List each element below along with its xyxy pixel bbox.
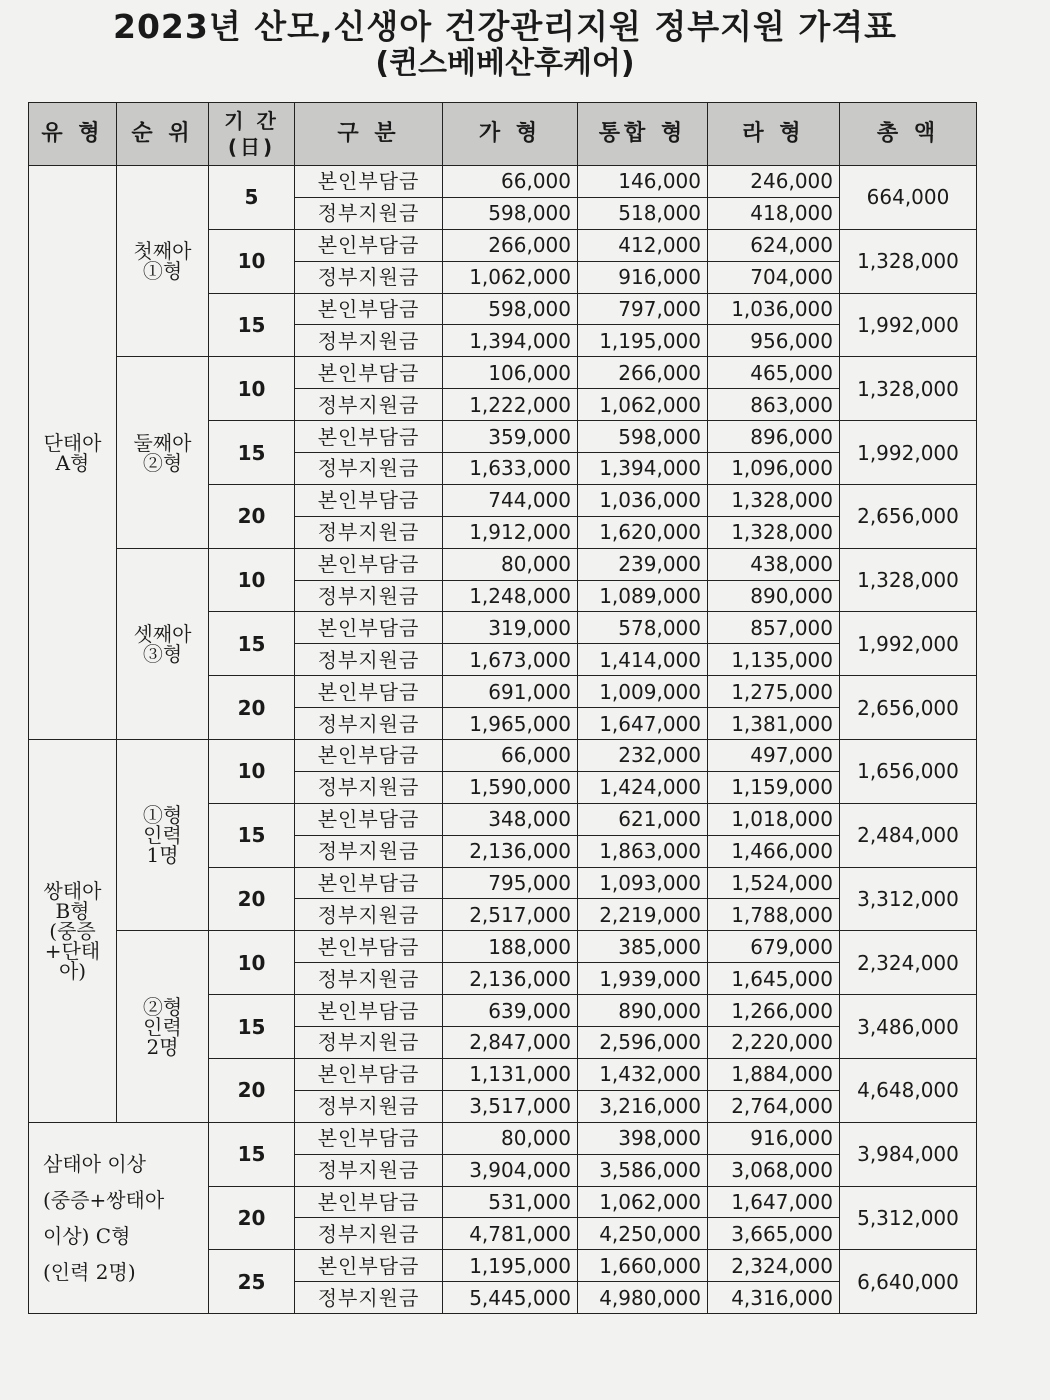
gov-support-label: 정부지원금 — [295, 453, 443, 485]
subgroup-order-line: ③형 — [142, 641, 183, 666]
table-row — [29, 548, 977, 580]
gov-support-b: 1,195,000 — [578, 325, 708, 357]
gov-support-label: 정부지원금 — [295, 389, 443, 421]
period-total: 2,656,000 — [840, 484, 977, 548]
gov-support-b: 2,219,000 — [578, 899, 708, 931]
header-row — [29, 103, 977, 166]
gov-support-label: 정부지원금 — [295, 771, 443, 803]
self-pay-b: 385,000 — [578, 931, 708, 963]
period-days: 10 — [209, 229, 295, 293]
self-pay-c: 246,000 — [708, 166, 840, 198]
self-pay-c: 896,000 — [708, 421, 840, 453]
self-pay-label: 본인부담금 — [295, 867, 443, 899]
table-row — [29, 1122, 977, 1154]
period-total: 2,324,000 — [840, 931, 977, 995]
subgroup-order-line: 1명 — [146, 843, 179, 868]
self-pay-label: 본인부담금 — [295, 995, 443, 1027]
period-days: 15 — [209, 803, 295, 867]
self-pay-c: 465,000 — [708, 357, 840, 389]
self-pay-a: 744,000 — [443, 484, 578, 516]
self-pay-b: 398,000 — [578, 1122, 708, 1154]
self-pay-a: 359,000 — [443, 421, 578, 453]
gov-support-a: 1,965,000 — [443, 708, 578, 740]
gov-support-b: 1,062,000 — [578, 389, 708, 421]
gov-support-b: 1,089,000 — [578, 580, 708, 612]
period-total: 2,484,000 — [840, 803, 977, 867]
self-pay-c: 1,266,000 — [708, 995, 840, 1027]
self-pay-a: 266,000 — [443, 229, 578, 261]
period-days: 20 — [209, 484, 295, 548]
group-type-cell — [29, 166, 117, 740]
group-type-line: (중증 — [49, 918, 96, 943]
gov-support-c: 1,159,000 — [708, 771, 840, 803]
group-type-cell — [29, 1122, 209, 1313]
self-pay-b: 1,432,000 — [578, 1058, 708, 1090]
header-order: 순 위 — [117, 103, 209, 166]
self-pay-label: 본인부담금 — [295, 357, 443, 389]
period-days: 15 — [209, 612, 295, 676]
self-pay-b: 598,000 — [578, 421, 708, 453]
gov-support-b: 2,596,000 — [578, 1027, 708, 1059]
gov-support-label: 정부지원금 — [295, 261, 443, 293]
gov-support-label: 정부지원금 — [295, 1027, 443, 1059]
gov-support-c: 1,328,000 — [708, 516, 840, 548]
gov-support-b: 1,394,000 — [578, 453, 708, 485]
gov-support-label: 정부지원금 — [295, 708, 443, 740]
gov-support-label: 정부지원금 — [295, 835, 443, 867]
gov-support-c: 863,000 — [708, 389, 840, 421]
header-col-b: 통합 형 — [578, 103, 708, 166]
gov-support-c: 1,096,000 — [708, 453, 840, 485]
gov-support-c: 890,000 — [708, 580, 840, 612]
self-pay-label: 본인부담금 — [295, 293, 443, 325]
self-pay-b: 232,000 — [578, 740, 708, 772]
header-days-line2: (日) — [227, 135, 276, 159]
self-pay-a: 66,000 — [443, 740, 578, 772]
gov-support-label: 정부지원금 — [295, 1282, 443, 1314]
period-days: 20 — [209, 1058, 295, 1122]
gov-support-b: 1,424,000 — [578, 771, 708, 803]
subgroup-order-line: ①형 — [142, 259, 183, 284]
subgroup-order-line: 셋째아 — [133, 621, 192, 646]
self-pay-label: 본인부담금 — [295, 1058, 443, 1090]
group-type-line: 삼태아 이상 — [43, 1151, 146, 1176]
self-pay-a: 598,000 — [443, 293, 578, 325]
gov-support-b: 1,939,000 — [578, 963, 708, 995]
self-pay-b: 578,000 — [578, 612, 708, 644]
group-type-line: 단태아 — [43, 430, 102, 455]
self-pay-label: 본인부담금 — [295, 1250, 443, 1282]
self-pay-a: 1,195,000 — [443, 1250, 578, 1282]
subgroup-order-line: 인력 — [143, 823, 182, 848]
self-pay-label: 본인부담금 — [295, 1186, 443, 1218]
period-days: 15 — [209, 1122, 295, 1186]
self-pay-a: 639,000 — [443, 995, 578, 1027]
gov-support-label: 정부지원금 — [295, 963, 443, 995]
period-total: 5,312,000 — [840, 1186, 977, 1250]
gov-support-a: 2,136,000 — [443, 835, 578, 867]
gov-support-a: 1,912,000 — [443, 516, 578, 548]
subgroup-order-line: 인력 — [143, 1014, 182, 1039]
period-total: 1,992,000 — [840, 612, 977, 676]
subgroup-order-cell — [117, 931, 209, 1122]
self-pay-c: 916,000 — [708, 1122, 840, 1154]
page-title: 2023년 산모,신생아 건강관리지원 정부지원 가격표 — [112, 7, 898, 46]
self-pay-c: 1,884,000 — [708, 1058, 840, 1090]
self-pay-a: 80,000 — [443, 1122, 578, 1154]
gov-support-c: 418,000 — [708, 197, 840, 229]
period-total: 2,656,000 — [840, 676, 977, 740]
table-row — [29, 740, 977, 772]
gov-support-label: 정부지원금 — [295, 197, 443, 229]
gov-support-c: 1,645,000 — [708, 963, 840, 995]
subgroup-order-cell — [117, 548, 209, 739]
subgroup-order-line: ②형 — [142, 450, 183, 475]
period-days: 10 — [209, 357, 295, 421]
self-pay-b: 266,000 — [578, 357, 708, 389]
gov-support-a: 1,248,000 — [443, 580, 578, 612]
gov-support-a: 3,904,000 — [443, 1154, 578, 1186]
self-pay-a: 319,000 — [443, 612, 578, 644]
self-pay-a: 80,000 — [443, 548, 578, 580]
self-pay-b: 146,000 — [578, 166, 708, 198]
header-kind: 구 분 — [295, 103, 443, 166]
group-type-line: B형 — [55, 898, 90, 923]
group-type-cell — [29, 740, 117, 1123]
period-days: 25 — [209, 1250, 295, 1314]
self-pay-b: 1,009,000 — [578, 676, 708, 708]
self-pay-a: 348,000 — [443, 803, 578, 835]
period-days: 20 — [209, 1186, 295, 1250]
gov-support-b: 1,414,000 — [578, 644, 708, 676]
self-pay-c: 2,324,000 — [708, 1250, 840, 1282]
gov-support-label: 정부지원금 — [295, 644, 443, 676]
self-pay-c: 438,000 — [708, 548, 840, 580]
self-pay-label: 본인부담금 — [295, 484, 443, 516]
self-pay-c: 1,647,000 — [708, 1186, 840, 1218]
self-pay-b: 1,062,000 — [578, 1186, 708, 1218]
gov-support-c: 3,068,000 — [708, 1154, 840, 1186]
period-days: 20 — [209, 676, 295, 740]
self-pay-a: 691,000 — [443, 676, 578, 708]
self-pay-c: 1,036,000 — [708, 293, 840, 325]
gov-support-label: 정부지원금 — [295, 1218, 443, 1250]
self-pay-b: 239,000 — [578, 548, 708, 580]
self-pay-label: 본인부담금 — [295, 1122, 443, 1154]
gov-support-b: 1,620,000 — [578, 516, 708, 548]
gov-support-a: 1,590,000 — [443, 771, 578, 803]
gov-support-a: 2,847,000 — [443, 1027, 578, 1059]
gov-support-label: 정부지원금 — [295, 516, 443, 548]
gov-support-c: 2,764,000 — [708, 1090, 840, 1122]
gov-support-a: 598,000 — [443, 197, 578, 229]
self-pay-c: 624,000 — [708, 229, 840, 261]
period-total: 3,984,000 — [840, 1122, 977, 1186]
group-type-line: 아) — [58, 958, 87, 983]
group-type-line: (인력 2명) — [43, 1259, 136, 1284]
self-pay-label: 본인부담금 — [295, 612, 443, 644]
period-total: 3,312,000 — [840, 867, 977, 931]
gov-support-b: 3,216,000 — [578, 1090, 708, 1122]
self-pay-c: 1,275,000 — [708, 676, 840, 708]
gov-support-a: 1,633,000 — [443, 453, 578, 485]
header-days — [209, 103, 295, 166]
period-days: 10 — [209, 931, 295, 995]
self-pay-a: 106,000 — [443, 357, 578, 389]
period-days: 20 — [209, 867, 295, 931]
self-pay-label: 본인부담금 — [295, 421, 443, 453]
header-col-c: 라 형 — [708, 103, 840, 166]
gov-support-label: 정부지원금 — [295, 1090, 443, 1122]
subgroup-order-line: ①형 — [142, 803, 183, 828]
self-pay-label: 본인부담금 — [295, 548, 443, 580]
self-pay-a: 1,131,000 — [443, 1058, 578, 1090]
self-pay-label: 본인부담금 — [295, 931, 443, 963]
gov-support-a: 1,062,000 — [443, 261, 578, 293]
gov-support-b: 4,980,000 — [578, 1282, 708, 1314]
self-pay-label: 본인부담금 — [295, 740, 443, 772]
period-total: 6,640,000 — [840, 1250, 977, 1314]
group-type-line: +단태 — [44, 938, 101, 963]
subgroup-order-cell — [117, 740, 209, 931]
self-pay-b: 621,000 — [578, 803, 708, 835]
table-row — [29, 166, 977, 198]
gov-support-a: 5,445,000 — [443, 1282, 578, 1314]
self-pay-a: 795,000 — [443, 867, 578, 899]
gov-support-c: 1,135,000 — [708, 644, 840, 676]
period-days: 10 — [209, 740, 295, 804]
gov-support-a: 1,394,000 — [443, 325, 578, 357]
gov-support-c: 3,665,000 — [708, 1218, 840, 1250]
page-subtitle: (퀸스베베산후케어) — [375, 46, 635, 81]
gov-support-a: 4,781,000 — [443, 1218, 578, 1250]
self-pay-b: 1,036,000 — [578, 484, 708, 516]
self-pay-b: 1,093,000 — [578, 867, 708, 899]
subgroup-order-line: 둘째아 — [133, 430, 192, 455]
self-pay-label: 본인부담금 — [295, 166, 443, 198]
period-days: 15 — [209, 421, 295, 485]
gov-support-b: 1,647,000 — [578, 708, 708, 740]
self-pay-c: 857,000 — [708, 612, 840, 644]
self-pay-b: 797,000 — [578, 293, 708, 325]
gov-support-c: 1,381,000 — [708, 708, 840, 740]
period-total: 1,328,000 — [840, 357, 977, 421]
subgroup-order-cell — [117, 166, 209, 357]
group-type-line: (중증+쌍태아 — [43, 1187, 165, 1212]
self-pay-c: 1,524,000 — [708, 867, 840, 899]
self-pay-c: 1,328,000 — [708, 484, 840, 516]
self-pay-b: 1,660,000 — [578, 1250, 708, 1282]
gov-support-b: 518,000 — [578, 197, 708, 229]
subgroup-order-line: 첫째아 — [133, 239, 192, 264]
period-total: 664,000 — [840, 166, 977, 230]
gov-support-c: 1,466,000 — [708, 835, 840, 867]
self-pay-a: 531,000 — [443, 1186, 578, 1218]
self-pay-a: 188,000 — [443, 931, 578, 963]
period-total: 4,648,000 — [840, 1058, 977, 1122]
gov-support-a: 1,222,000 — [443, 389, 578, 421]
price-table-body — [29, 166, 977, 1314]
period-total: 1,328,000 — [840, 548, 977, 612]
period-total: 1,992,000 — [840, 293, 977, 357]
gov-support-label: 정부지원금 — [295, 1154, 443, 1186]
header-type: 유 형 — [29, 103, 117, 166]
self-pay-c: 1,018,000 — [708, 803, 840, 835]
gov-support-c: 1,788,000 — [708, 899, 840, 931]
subgroup-order-line: ②형 — [142, 994, 183, 1019]
period-total: 1,328,000 — [840, 229, 977, 293]
self-pay-label: 본인부담금 — [295, 676, 443, 708]
subgroup-order-cell — [117, 357, 209, 548]
self-pay-c: 679,000 — [708, 931, 840, 963]
period-total: 3,486,000 — [840, 995, 977, 1059]
gov-support-label: 정부지원금 — [295, 325, 443, 357]
period-days: 10 — [209, 548, 295, 612]
group-type-line: A형 — [55, 450, 90, 475]
gov-support-c: 956,000 — [708, 325, 840, 357]
table-row — [29, 357, 977, 389]
table-row — [29, 931, 977, 963]
gov-support-b: 4,250,000 — [578, 1218, 708, 1250]
gov-support-a: 1,673,000 — [443, 644, 578, 676]
gov-support-a: 2,136,000 — [443, 963, 578, 995]
self-pay-c: 497,000 — [708, 740, 840, 772]
gov-support-c: 2,220,000 — [708, 1027, 840, 1059]
gov-support-b: 1,863,000 — [578, 835, 708, 867]
price-table — [28, 102, 977, 1314]
gov-support-label: 정부지원금 — [295, 580, 443, 612]
subgroup-order-line: 2명 — [146, 1034, 179, 1059]
header-col-a: 가 형 — [443, 103, 578, 166]
group-type-line: 이상) C형 — [43, 1223, 131, 1248]
gov-support-a: 3,517,000 — [443, 1090, 578, 1122]
self-pay-label: 본인부담금 — [295, 803, 443, 835]
self-pay-b: 890,000 — [578, 995, 708, 1027]
gov-support-b: 3,586,000 — [578, 1154, 708, 1186]
header-total: 총 액 — [840, 103, 977, 166]
period-days: 5 — [209, 166, 295, 230]
gov-support-c: 4,316,000 — [708, 1282, 840, 1314]
header-days-line1: 기 간 — [224, 109, 279, 133]
gov-support-label: 정부지원금 — [295, 899, 443, 931]
period-days: 15 — [209, 293, 295, 357]
group-type-line: 쌍태아 — [43, 878, 102, 903]
period-days: 15 — [209, 995, 295, 1059]
period-total: 1,992,000 — [840, 421, 977, 485]
self-pay-a: 66,000 — [443, 166, 578, 198]
gov-support-a: 2,517,000 — [443, 899, 578, 931]
self-pay-label: 본인부담금 — [295, 229, 443, 261]
period-total: 1,656,000 — [840, 740, 977, 804]
gov-support-b: 916,000 — [578, 261, 708, 293]
gov-support-c: 704,000 — [708, 261, 840, 293]
self-pay-b: 412,000 — [578, 229, 708, 261]
